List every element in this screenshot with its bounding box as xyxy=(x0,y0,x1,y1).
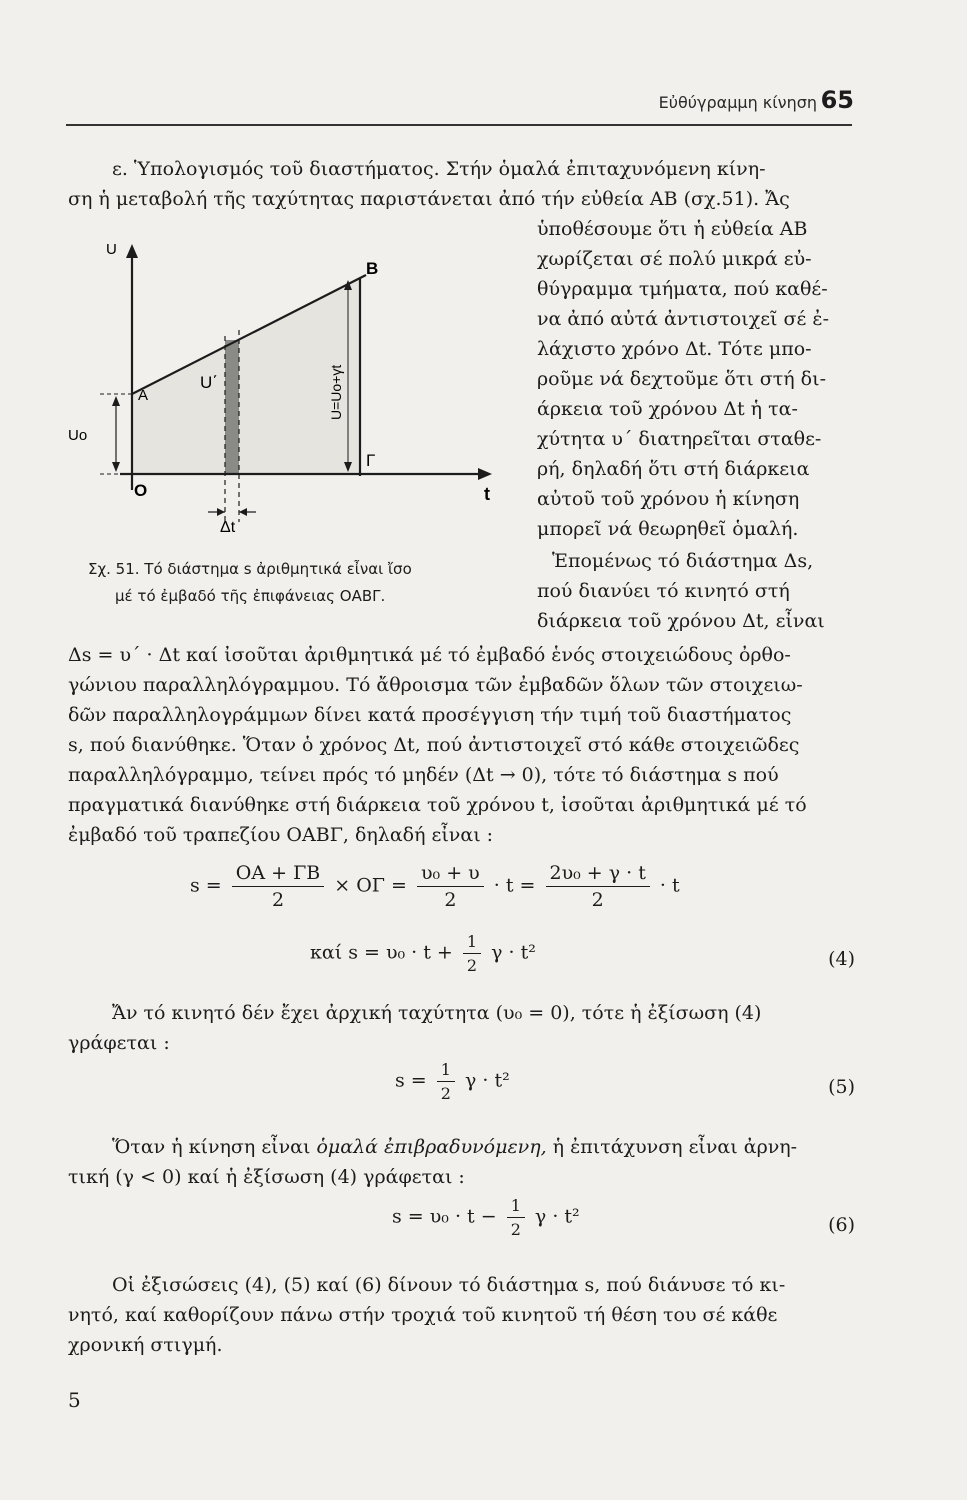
body-line: άρκεια τοῦ χρόνου Δt ἡ τα- xyxy=(537,398,798,420)
body-line: χρονική στιγμή. xyxy=(68,1334,223,1356)
signature-mark: 5 xyxy=(68,1388,81,1412)
body-line: πραγματικά διανύθηκε στή διάρκεια τοῦ χρόνου t, ἰσοῦται ἀριθμητικά μέ τό xyxy=(68,794,807,816)
body-line: να ἀπό αὐτά ἀντιστοιχεῖ σέ ἐ- xyxy=(537,308,830,330)
velocity-axis-arrow xyxy=(126,244,138,258)
body-line: s, πού διανύθηκε. Ὅταν ὁ χρόνος Δt, πού ἀντιστοιχεῖ στό κάθε στοιχειῶδες xyxy=(68,734,800,756)
body-line: ὑποθέσουμε ὅτι ἡ εὐθεία ΑΒ xyxy=(537,218,808,240)
label-t: t xyxy=(484,484,490,504)
body-line: ἐμβαδό τοῦ τραπεζίου ΟΑΒΓ, δηλαδή εἶναι : xyxy=(68,824,494,846)
body-line: Ἑπομένως τό διάστημα Δs, xyxy=(552,550,814,572)
page-number: 65 xyxy=(820,86,854,114)
body-line: παραλληλόγραμμο, τείνει πρός τό μηδέν (Δt → 0), τότε τό διάστημα s πού xyxy=(68,764,779,786)
fraction-3: $\frac{\text{2υ₀ + γ · t}}{2}$ xyxy=(546,862,650,911)
fraction-2: $\frac{\text{υ₀ + υ}}{2}$ xyxy=(417,862,484,911)
body-line: Οἱ ἐξισώσεις (4), (5) καί (6) δίνουν τό διάστημα s, πού διάνυσε τό κι- xyxy=(112,1274,786,1296)
label-uo: Uo xyxy=(68,427,88,444)
equation-5: s = $\frac{1}{2}$ γ · t² xyxy=(395,1060,510,1103)
body-line: δῶν παραλληλογράμμων δίνει κατά προσέγγιση τήν τιμή τοῦ διαστήματος xyxy=(68,704,792,726)
label-dt: Δt xyxy=(220,519,236,536)
fraction-1: $\frac{OA + \Gamma B}{2}$ xyxy=(232,862,324,911)
body-line: νητό, καί καθορίζουν πάνω στήν τροχιά τοῦ κινητοῦ τή θέση του σέ κάθε xyxy=(68,1304,778,1326)
element-strip xyxy=(225,340,239,474)
body-line: χωρίζεται σέ πολύ μικρά εὐ- xyxy=(537,248,812,270)
body-line: πού διανύει τό κινητό στή xyxy=(537,580,790,602)
label-b: B xyxy=(366,259,379,278)
body-line: Ὅταν ἡ κίνηση εἶναι ὁμαλά ἐπιβραδυνόμενη, ἡ ἐπιτάχυνση εἶναι ἀρνη- xyxy=(112,1136,798,1158)
body-line: αὐτοῦ τοῦ χρόνου ἡ κίνηση xyxy=(537,488,800,510)
body-line: ροῦμε νά δεχτοῦμε ὅτι στή δι- xyxy=(537,368,826,390)
body-line: τική (γ < 0) καί ἡ ἐξίσωση (4) γράφεται : xyxy=(68,1166,465,1188)
equation-6: s = υ₀ · t − $\frac{1}{2}$ γ · t² xyxy=(392,1196,580,1239)
body-line: ε. Ὑπολογισμός τοῦ διαστήματος. Στήν ὁμαλά ἐπιταχυνόμενη κίνη- xyxy=(112,158,766,180)
body-line: ρή, δηλαδή ὅτι στή διάρκεια xyxy=(537,458,810,480)
figure-caption-line2: μέ τό ἐμβαδό τῆς ἐπιφάνειας ΟΑΒΓ. xyxy=(115,587,386,605)
label-u-equation: U=Uo+γt xyxy=(328,364,344,420)
label-uprime: U΄ xyxy=(200,373,218,392)
figure-caption-line1: Σχ. 51. Τό διάστημα s ἀριθμητικά εἶναι ἴσο xyxy=(88,560,412,578)
equation-6-number: (6) xyxy=(828,1214,855,1236)
header-rule xyxy=(66,124,852,126)
eq-lhs: s = xyxy=(190,874,222,897)
label-o: O xyxy=(134,481,148,500)
equation-4-number: (4) xyxy=(828,948,855,970)
equation-5-number: (5) xyxy=(828,1076,855,1098)
equation-4: καί s = υ₀ · t + $\frac{1}{2}$ γ · t² xyxy=(310,932,536,975)
velocity-time-diagram xyxy=(60,240,520,540)
body-line: διάρκεια τοῦ χρόνου Δt, εἶναι xyxy=(537,610,825,632)
body-line: θύγραμμα τμήματα, πού καθέ- xyxy=(537,278,828,300)
body-line: μπορεῖ νά θεωρηθεῖ ὁμαλή. xyxy=(537,518,799,540)
time-axis-arrow xyxy=(478,468,492,480)
body-line: ση ἡ μεταβολή τῆς ταχύτητας παριστάνεται ἀπό τήν εὐθεία ΑΒ (σχ.51). Ἄς xyxy=(68,188,790,210)
body-line: γράφεται : xyxy=(68,1032,170,1054)
body-line: Δs = υ΄ · Δt καί ἰσοῦται ἀριθμητικά μέ τό ἐμβαδό ἑνός στοιχειώδους ὀρθο- xyxy=(68,644,791,666)
label-gamma: Γ xyxy=(366,451,376,470)
body-line: λάχιστο χρόνο Δt. Τότε μπο- xyxy=(537,338,812,360)
body-line: Ἄν τό κινητό δέν ἔχει ἀρχική ταχύτητα (υ₀ = 0), τότε ἡ ἐξίσωση (4) xyxy=(112,1002,762,1024)
label-u: U xyxy=(106,241,117,258)
label-a: A xyxy=(138,387,149,404)
running-header: Εὐθύγραμμη κίνηση xyxy=(658,93,817,112)
equation-main: s = $\frac{OA + \Gamma B}{2}$ × ΟΓ = $\frac{\text{υ₀ + υ}}{2}$ · t = $\frac{\text{2υ₀ + γ · t}}{2}$ · t xyxy=(190,862,680,911)
body-line: γώνιου παραλληλόγραμμου. Τό ἄθροισμα τῶν ἐμβαδῶν ὅλων τῶν στοιχειω- xyxy=(68,674,803,696)
body-line: χύτητα υ΄ διατηρεῖται σταθε- xyxy=(537,428,822,450)
